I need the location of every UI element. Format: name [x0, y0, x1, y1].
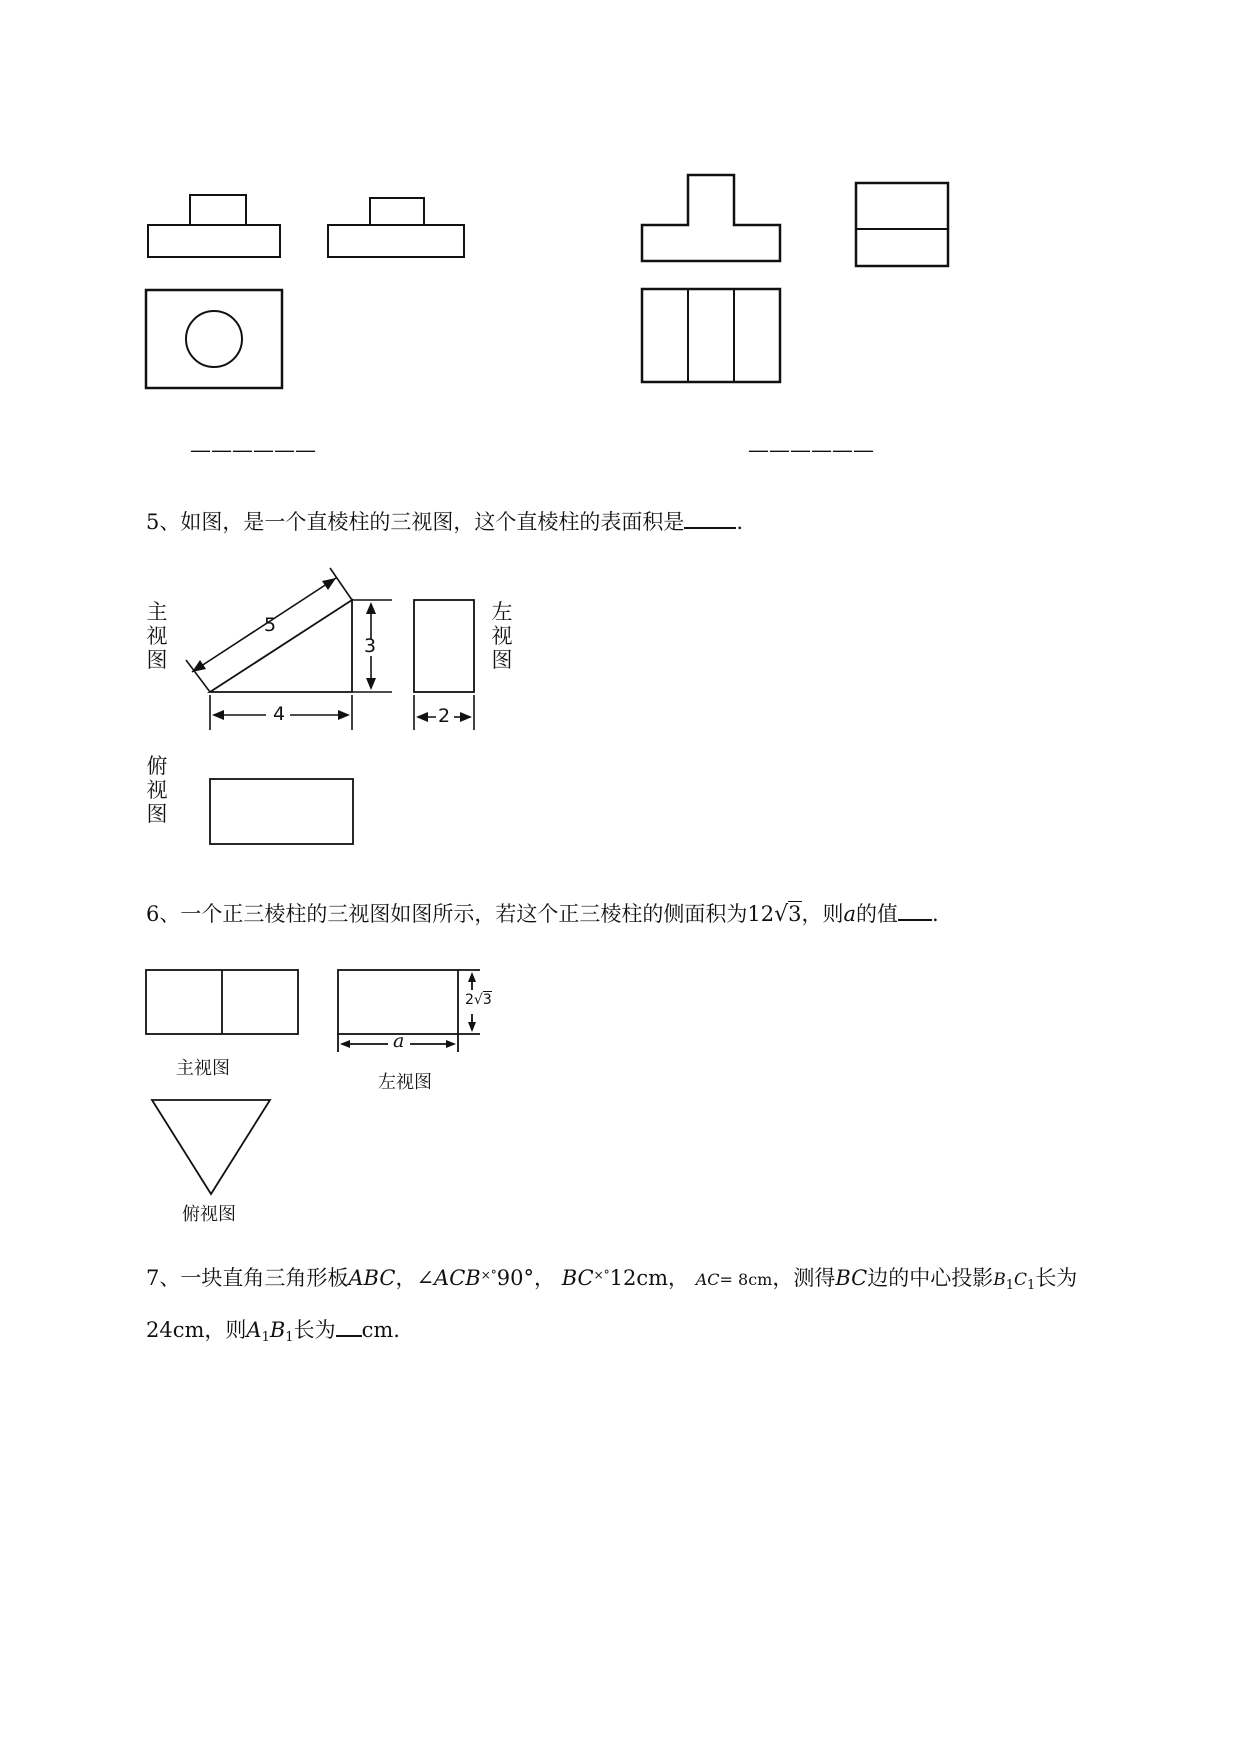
q6-height-label: 2√3: [465, 992, 492, 1008]
q6-tail: .: [932, 902, 939, 926]
q6-left-rect: [338, 970, 458, 1034]
q6-front-view-label: 主视图: [176, 1058, 230, 1079]
q5-top-view-label: 俯视图: [146, 754, 168, 826]
q6-width-label: a: [393, 1030, 405, 1052]
q5-dim4-label: 4: [273, 703, 286, 725]
q6-text3: 的值: [856, 902, 899, 926]
q7-ac: AC: [695, 1270, 720, 1289]
q7-acval: = 8cm: [719, 1270, 773, 1289]
q7-deg: 90°: [496, 1266, 534, 1290]
q5-number: 5、: [146, 510, 181, 534]
q6-value-root: 3: [788, 902, 802, 926]
q6-top-triangle: [152, 1100, 270, 1194]
q4-answer-blank-right: ——————: [748, 438, 874, 462]
q7-abc: ABC: [348, 1266, 396, 1290]
q7-line2: 24cm，则$A_1B_1$长为 cm.: [146, 1314, 400, 1345]
q4-answer-blank-left: ——————: [190, 438, 316, 462]
q7-line1: 7、一块直角三角形板ABC，∠ACB×°90°， BC×°12cm， AC= 8cm，测得BC边的中心投影$B_1C_1$长为: [146, 1266, 1078, 1293]
q5-tail: .: [736, 510, 744, 534]
q5-left-view-label: 左视图: [491, 600, 513, 672]
q5-front-view-label: 主视图: [146, 600, 168, 672]
q6-var: a: [843, 902, 857, 926]
q7-line2-val: 24cm: [146, 1318, 205, 1342]
q7-number: 7、: [146, 1266, 181, 1290]
q6-number: 6、: [146, 902, 181, 926]
q7-t1: 一块直角三角形板: [180, 1266, 349, 1290]
q5-dim3-label: 3: [364, 635, 377, 657]
q6-root-sign: √: [774, 902, 789, 927]
q7-bc2: BC: [835, 1266, 868, 1290]
q5-dim2-label: 2: [438, 705, 451, 727]
q6-text2: ，则: [801, 902, 844, 926]
q5-dim5-label: 5: [264, 614, 277, 636]
q7-bcval: 12cm: [609, 1266, 669, 1290]
q7-answer-blank[interactable]: [336, 1315, 362, 1337]
q5-text: 如图，是一个直棱柱的三视图，这个直棱柱的表面积是: [180, 510, 685, 534]
q6-value-pre: 12: [747, 902, 775, 926]
q6-top-view-label: 俯视图: [182, 1204, 236, 1225]
q7-bc: BC: [561, 1266, 594, 1290]
q7-angle: ∠ACB: [416, 1266, 481, 1290]
q6-text: 一个正三棱柱的三视图如图所示，若这个正三棱柱的侧面积为: [180, 902, 748, 926]
q6-left-view-label: 左视图: [378, 1072, 432, 1093]
